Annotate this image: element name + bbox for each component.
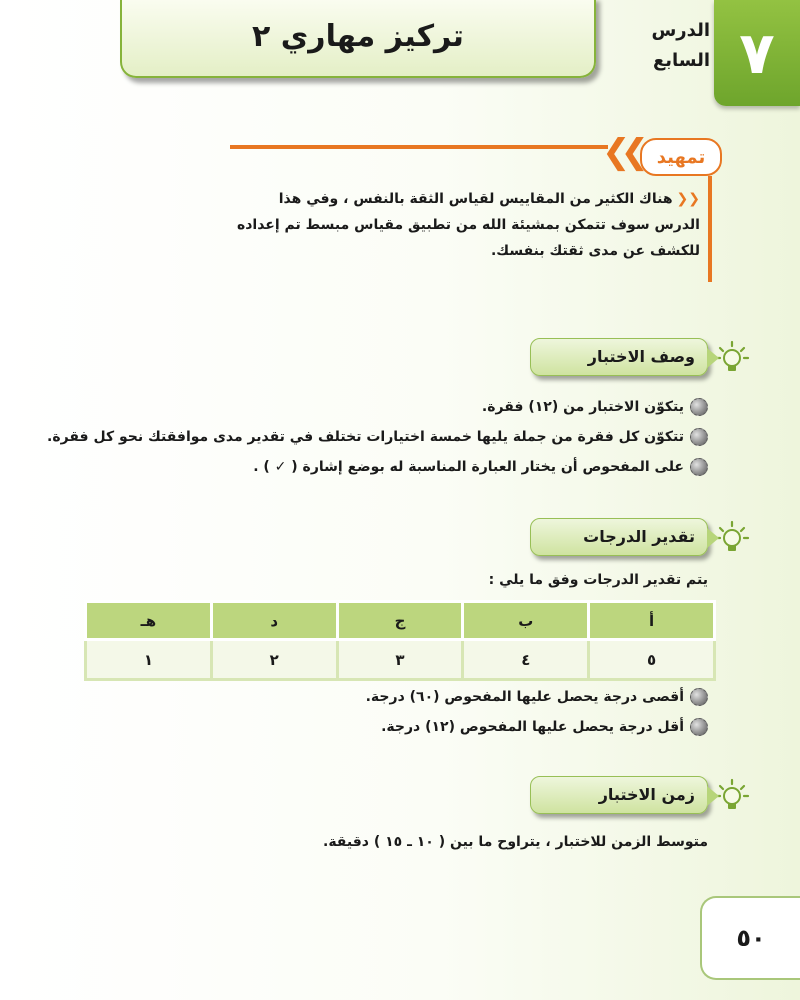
lesson-label — [606, 16, 710, 76]
double-chevron-icon: ❮❮ — [602, 132, 639, 172]
lightbulb-icon — [714, 340, 750, 376]
section-header-description — [530, 338, 750, 378]
intro-badge — [640, 138, 722, 176]
double-chevron-icon: ❮❮ — [676, 191, 700, 207]
bullet-icon — [690, 688, 708, 706]
list-item — [366, 712, 708, 742]
bullet-icon — [690, 718, 708, 736]
page-title: تركيز مهاري ٢ — [252, 18, 464, 54]
lesson-number: ٧ — [739, 19, 775, 87]
list-item — [366, 682, 708, 712]
score-table — [84, 600, 716, 681]
table-cell: ٤ — [463, 640, 589, 680]
bullet-icon — [690, 398, 708, 416]
page-number-box — [700, 896, 800, 980]
table-cell: ٢ — [211, 640, 337, 680]
section-header-scoring — [530, 518, 750, 558]
table-cell: ٣ — [337, 640, 463, 680]
list-item — [47, 422, 708, 452]
section-header-time — [530, 776, 750, 816]
intro-vertical-line — [708, 176, 712, 282]
list-item — [47, 392, 708, 422]
bullet-icon — [690, 458, 708, 476]
section-title: وصف الاختبار — [587, 347, 695, 366]
table-row — [86, 640, 715, 680]
list-item-text: على المفحوص أن يختار العبارة المناسبة له بوضع إشارة ( ✓ ) . — [253, 459, 684, 475]
section-tab — [530, 338, 708, 376]
lightbulb-icon — [714, 778, 750, 814]
section-tab — [530, 518, 708, 556]
table-cell: ٥ — [589, 640, 715, 680]
table-header-row — [86, 602, 715, 640]
intro-text: هناك الكثير من المقاييس لقياس الثقة بالنفس ، وفي هذا الدرس سوف تتمكن بمشيئة الله من تطبيق مقياس مبسط تم إعداده للكشف عن مدى ثقتك بنفسك. — [236, 191, 700, 259]
intro-paragraph — [230, 186, 700, 264]
time-text: متوسط الزمن للاختبار ، يتراوح ما بين ( ١٠ ـ ١٥ ) دقيقة. — [323, 834, 708, 850]
table-header-cell: د — [211, 602, 337, 640]
lesson-number-badge — [714, 0, 800, 106]
intro-divider-line — [230, 145, 608, 149]
page-number: ٥٠ — [736, 924, 766, 952]
lesson-label-line1: الدرس — [651, 20, 710, 41]
table-header-cell: أ — [589, 602, 715, 640]
table-header-cell: ب — [463, 602, 589, 640]
table-header-cell: هـ — [86, 602, 212, 640]
scoring-list — [366, 682, 708, 742]
table-cell: ١ — [86, 640, 212, 680]
title-banner — [120, 0, 596, 78]
scoring-intro: يتم تقدير الدرجات وفق ما يلي : — [488, 572, 708, 588]
table-header-cell: ج — [337, 602, 463, 640]
list-item-text: أقل درجة يحصل عليها المفحوص (١٢) درجة. — [381, 719, 684, 735]
section-tab — [530, 776, 708, 814]
section-title: تقدير الدرجات — [583, 527, 695, 546]
intro-badge-label: تمهيد — [656, 146, 706, 168]
lightbulb-icon — [714, 520, 750, 556]
list-item-text: يتكوّن الاختبار من (١٢) فقرة. — [481, 399, 684, 415]
list-item-text: أقصى درجة يحصل عليها المفحوص (٦٠) درجة. — [365, 689, 684, 705]
list-item — [47, 452, 708, 482]
section-title: زمن الاختبار — [598, 785, 695, 804]
description-list — [47, 392, 708, 482]
bullet-icon — [690, 428, 708, 446]
lesson-label-line2: السابع — [652, 50, 710, 71]
list-item-text: تتكوّن كل فقرة من جملة يليها خمسة اختيارات تختلف في تقدير مدى موافقتك نحو كل فقرة. — [47, 429, 684, 445]
